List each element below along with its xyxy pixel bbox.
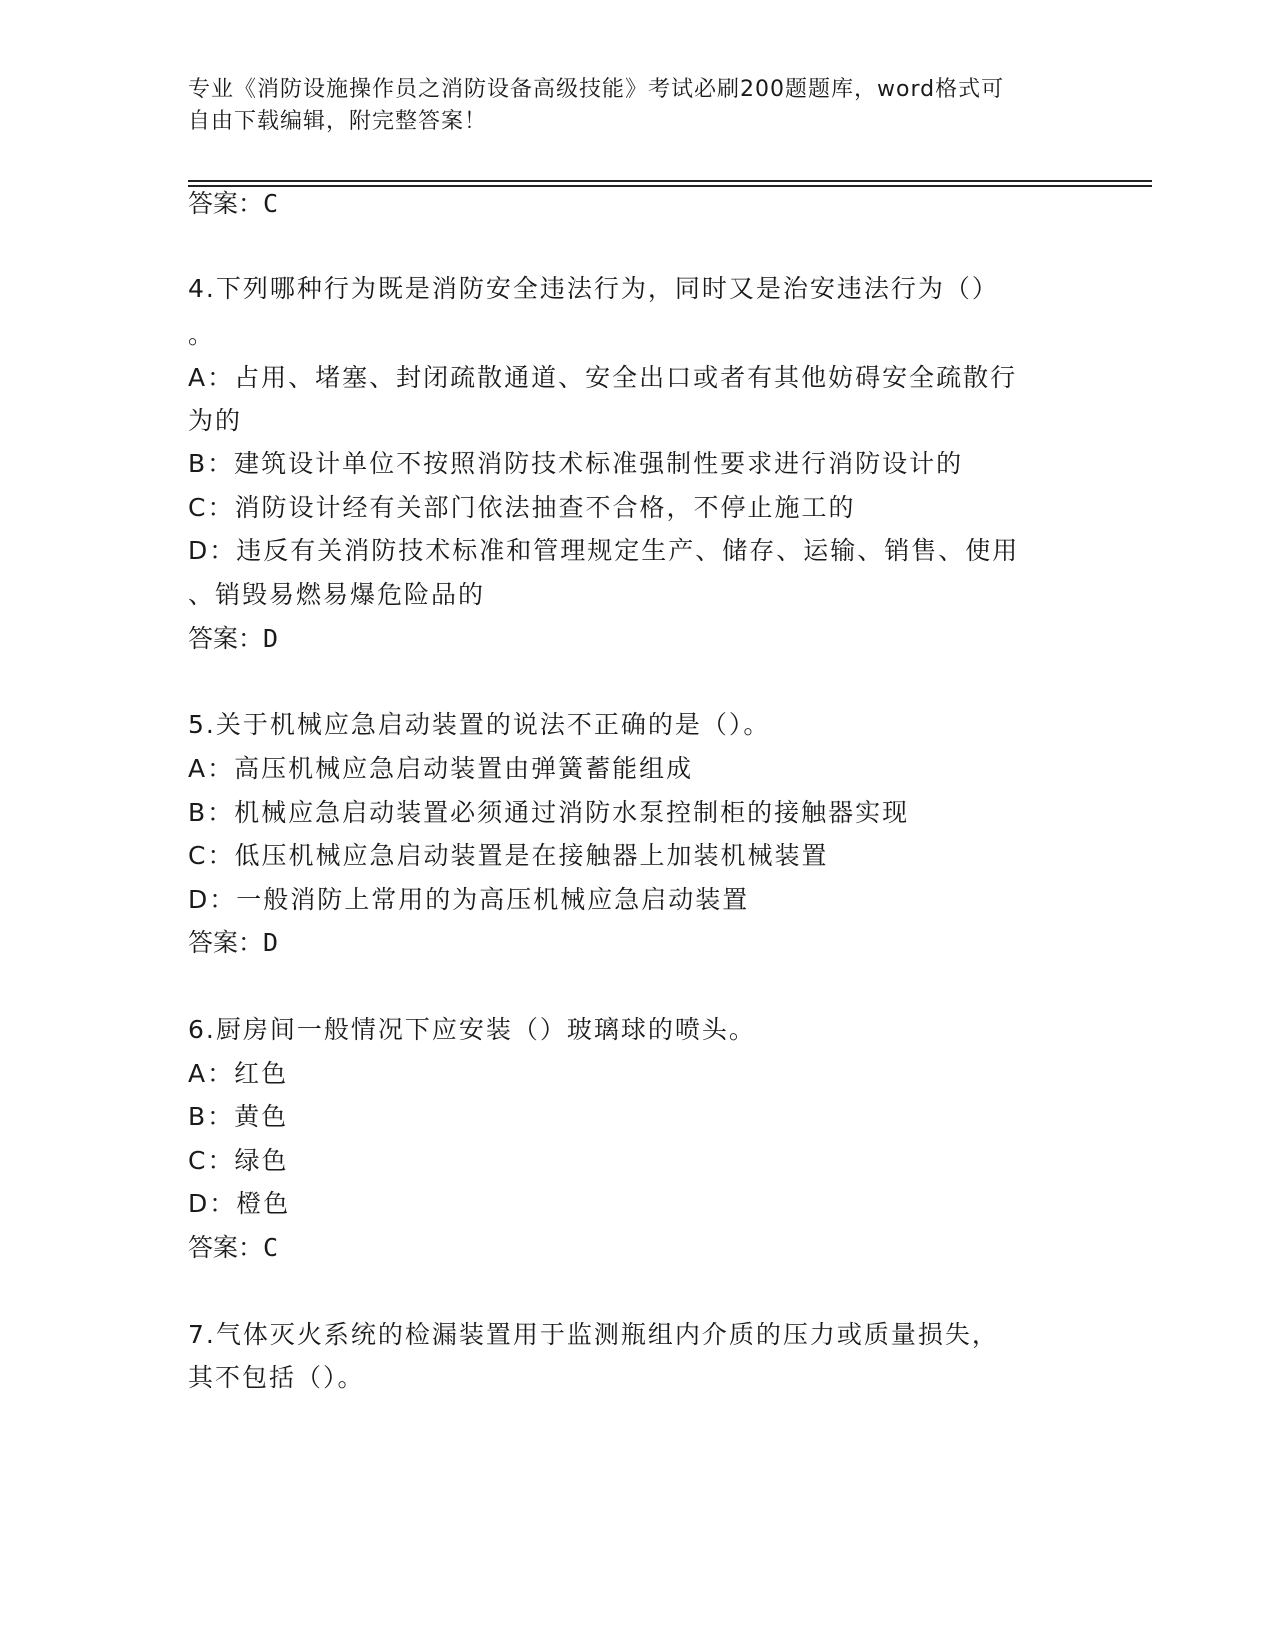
q7-stem-line-1: 7.气体灭火系统的检漏装置用于监测瓶组内介质的压力或质量损失， <box>188 1320 999 1349</box>
q5-stem: 5.关于机械应急启动装置的说法不正确的是（）。 <box>188 710 771 739</box>
q4-option-c: C：消防设计经有关部门依法抽查不合格，不停止施工的 <box>188 493 856 522</box>
q6-option-a: A：红色 <box>188 1059 289 1088</box>
q5-option-b: B：机械应急启动装置必须通过消防水泵控制柜的接触器实现 <box>188 798 910 827</box>
answer-q5: 答案：D <box>188 928 279 957</box>
q4-option-a-line-1: A：占用、堵塞、封闭疏散通道、安全出口或者有其他妨碍安全疏散行 <box>188 363 1018 392</box>
q6-option-b: B：黄色 <box>188 1102 289 1131</box>
header-line-1: 专业《消防设施操作员之消防设备高级技能》考试必刷200题题库，word格式可 <box>188 77 1005 102</box>
q4-option-d-line-2: 、销毁易燃易爆危险品的 <box>188 580 486 609</box>
q4-option-d-line-1: D：违反有关消防技术标准和管理规定生产、储存、运输、销售、使用 <box>188 536 1020 565</box>
header-line-2: 自由下载编辑，附完整答案！ <box>188 109 488 134</box>
q5-option-d: D：一般消防上常用的为高压机械应急启动装置 <box>188 885 750 914</box>
q5-option-a: A：高压机械应急启动装置由弹簧蓄能组成 <box>188 754 694 783</box>
answer-q3: 答案：C <box>188 189 279 218</box>
answer-q4: 答案：D <box>188 624 279 653</box>
header-divider-bottom <box>188 185 1152 187</box>
q5-option-c: C：低压机械应急启动装置是在接触器上加装机械装置 <box>188 841 829 870</box>
q4-stem-line-1: 4.下列哪种行为既是消防安全违法行为，同时又是治安违法行为（） <box>188 274 999 303</box>
q6-option-d: D：橙色 <box>188 1189 291 1218</box>
q6-stem: 6.厨房间一般情况下应安装（）玻璃球的喷头。 <box>188 1015 756 1044</box>
document-header <box>188 74 1068 138</box>
q6-option-c: C：绿色 <box>188 1146 289 1175</box>
q7-stem-line-2: 其不包括（）。 <box>188 1363 365 1392</box>
header-divider-top <box>188 180 1152 182</box>
q4-option-b: B：建筑设计单位不按照消防技术标准强制性要求进行消防设计的 <box>188 449 964 478</box>
q4-option-a-line-2: 为的 <box>188 406 243 435</box>
answer-q6: 答案：C <box>188 1233 279 1262</box>
q4-stem-line-2: 。 <box>188 320 216 349</box>
